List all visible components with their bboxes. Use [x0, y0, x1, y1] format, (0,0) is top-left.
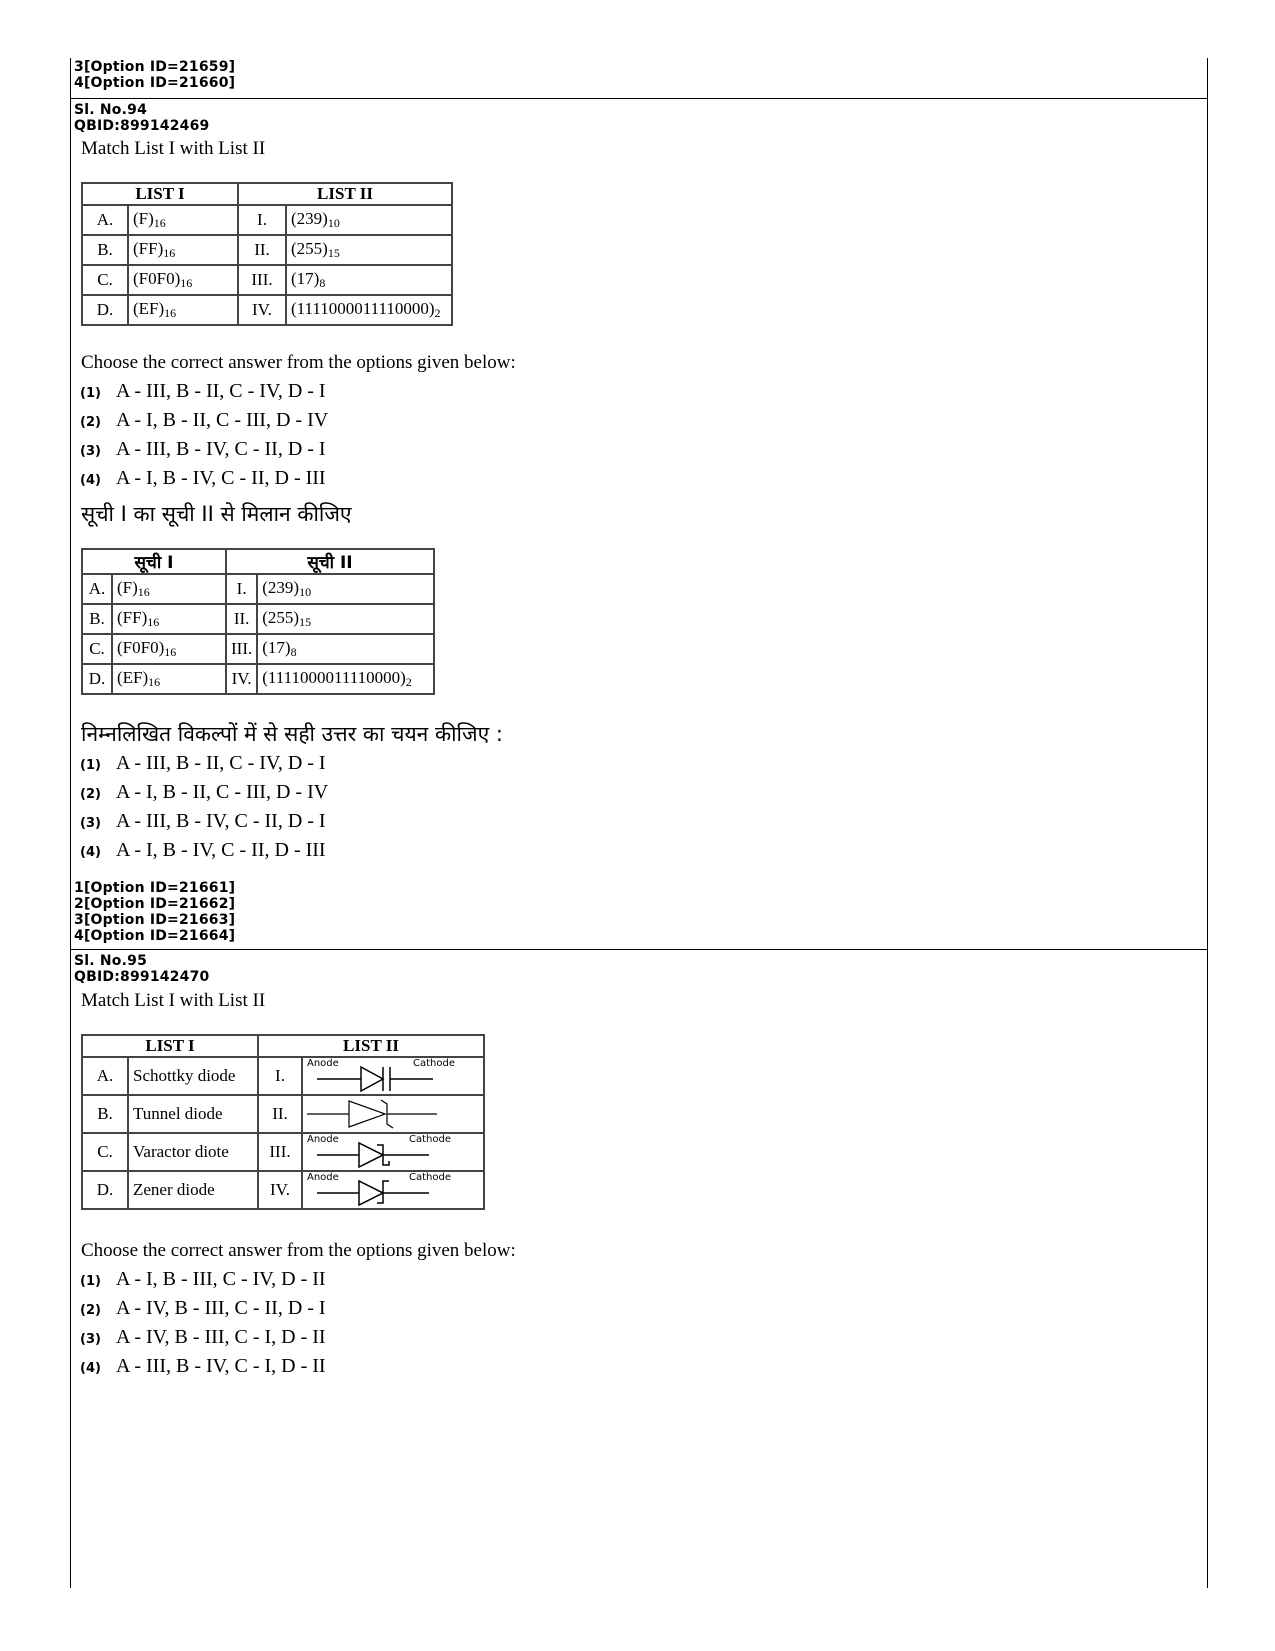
option[interactable]: (1) A - I, B - III, C - IV, D - II	[80, 1268, 326, 1290]
question-stem-en: Match List I with List II	[81, 138, 266, 159]
list2-value: $(255)_{15}$	[257, 604, 434, 634]
match-table-en	[81, 182, 453, 326]
divider	[70, 949, 1208, 950]
anode-label: Anode	[307, 1058, 339, 1069]
table-row	[82, 1095, 484, 1133]
row-numeral: II.	[238, 235, 286, 265]
table-row	[82, 1133, 484, 1171]
option[interactable]: (2) A - I, B - II, C - III, D - IV	[80, 781, 329, 803]
list1-value: $(FF)_{16}$	[112, 604, 226, 634]
list1-value: $(EF)_{16}$	[128, 295, 238, 325]
question-header	[74, 102, 209, 134]
question-stem-hi: सूची I का सूची II से मिलान कीजिए	[81, 502, 352, 526]
option[interactable]: (4) A - III, B - IV, C - I, D - II	[80, 1355, 326, 1377]
list1-value: Zener diode	[128, 1171, 258, 1209]
row-letter: D.	[82, 664, 112, 694]
diode-match-table	[81, 1034, 485, 1210]
table-row	[82, 664, 434, 694]
list1-header: LIST I	[82, 183, 238, 205]
table-row	[82, 604, 434, 634]
row-letter: C.	[82, 265, 128, 295]
top-option-ids	[74, 59, 235, 91]
row-numeral: IV.	[226, 664, 257, 694]
cathode-label: Cathode	[409, 1134, 451, 1145]
list1-value: Varactor diote	[128, 1133, 258, 1171]
option[interactable]: (2) A - I, B - II, C - III, D - IV	[80, 409, 329, 431]
row-letter: D.	[82, 295, 128, 325]
row-numeral: I.	[258, 1057, 302, 1095]
option[interactable]: (3) A - III, B - IV, C - II, D - I	[80, 438, 326, 460]
list1-header-hi: सूची I	[82, 549, 226, 574]
row-numeral: II.	[226, 604, 257, 634]
option-id-line: 3[Option ID=21663]	[74, 912, 236, 928]
option-id-line: 4[Option ID=21660]	[74, 75, 236, 91]
option[interactable]: (3) A - III, B - IV, C - II, D - I	[80, 810, 326, 832]
list2-symbol	[302, 1171, 484, 1209]
option-id-line: 4[Option ID=21664]	[74, 928, 236, 944]
list2-symbol	[302, 1133, 484, 1171]
option-id-list	[74, 880, 235, 944]
list2-value: $(255)_{15}$	[286, 235, 452, 265]
row-numeral: IV.	[238, 295, 286, 325]
option[interactable]: (1) A - III, B - II, C - IV, D - I	[80, 380, 326, 402]
row-numeral: I.	[226, 574, 257, 604]
choose-text-en: Choose the correct answer from the options given below:	[81, 1240, 516, 1261]
serial-number: Sl. No.94	[74, 102, 148, 118]
match-table-hi	[81, 548, 435, 695]
row-letter: A.	[82, 205, 128, 235]
list2-value: $(239)_{10}$	[257, 574, 434, 604]
divider	[70, 98, 1208, 99]
list1-value: Tunnel diode	[128, 1095, 258, 1133]
cathode-label: Cathode	[413, 1058, 455, 1069]
list1-value: $(F)_{16}$	[112, 574, 226, 604]
row-letter: B.	[82, 235, 128, 265]
serial-number: Sl. No.95	[74, 953, 148, 969]
list1-header: LIST I	[82, 1035, 258, 1057]
qbid: QBID:899142470	[74, 969, 210, 985]
row-letter: A.	[82, 574, 112, 604]
row-numeral: I.	[238, 205, 286, 235]
option-id-line: 3[Option ID=21659]	[74, 59, 236, 75]
list2-value: $(1111000011110000)_2$	[257, 664, 434, 694]
choose-text-hi: निम्नलिखित विकल्पों में से सही उत्तर का चयन कीजिए :	[81, 722, 503, 746]
list1-value: $(EF)_{16}$	[112, 664, 226, 694]
row-numeral: II.	[258, 1095, 302, 1133]
row-letter: C.	[82, 634, 112, 664]
schottky-diode-icon	[303, 1134, 483, 1170]
anode-label: Anode	[307, 1134, 339, 1145]
table-row	[82, 265, 452, 295]
zener-diode-icon	[303, 1172, 483, 1208]
list1-value: $(F0F0)_{16}$	[128, 265, 238, 295]
option[interactable]: (4) A - I, B - IV, C - II, D - III	[80, 839, 326, 861]
list2-value: $(17)_8$	[257, 634, 434, 664]
list1-value: $(F)_{16}$	[128, 205, 238, 235]
row-letter: C.	[82, 1133, 128, 1171]
table-row	[82, 205, 452, 235]
tunnel-diode-icon	[303, 1096, 483, 1132]
row-letter: A.	[82, 1057, 128, 1095]
option-id-line: 1[Option ID=21661]	[74, 880, 236, 896]
row-letter: D.	[82, 1171, 128, 1209]
cathode-label: Cathode	[409, 1172, 451, 1183]
list2-symbol	[302, 1057, 484, 1095]
table-row	[82, 295, 452, 325]
right-border	[1207, 58, 1208, 1588]
row-numeral: III.	[226, 634, 257, 664]
table-row	[82, 574, 434, 604]
qbid: QBID:899142469	[74, 118, 210, 134]
varactor-diode-icon	[303, 1058, 483, 1094]
table-row	[82, 634, 434, 664]
row-numeral: IV.	[258, 1171, 302, 1209]
row-numeral: III.	[258, 1133, 302, 1171]
list2-value: $(17)_8$	[286, 265, 452, 295]
row-letter: B.	[82, 1095, 128, 1133]
option[interactable]: (2) A - IV, B - III, C - II, D - I	[80, 1297, 326, 1319]
anode-label: Anode	[307, 1172, 339, 1183]
list2-header-hi: सूची II	[226, 549, 434, 574]
list1-value: $(F0F0)_{16}$	[112, 634, 226, 664]
row-numeral: III.	[238, 265, 286, 295]
list2-value: $(1111000011110000)_2$	[286, 295, 452, 325]
left-border	[70, 58, 71, 1588]
choose-text-en: Choose the correct answer from the options given below:	[81, 352, 516, 373]
question-stem-en: Match List I with List II	[81, 990, 266, 1011]
option[interactable]: (3) A - IV, B - III, C - I, D - II	[80, 1326, 326, 1348]
option-id-line: 2[Option ID=21662]	[74, 896, 236, 912]
list2-value: $(239)_{10}$	[286, 205, 452, 235]
list1-value: $(FF)_{16}$	[128, 235, 238, 265]
question-header	[74, 953, 209, 985]
table-row	[82, 1057, 484, 1095]
list2-symbol	[302, 1095, 484, 1133]
list1-value: Schottky diode	[128, 1057, 258, 1095]
list2-header: LIST II	[258, 1035, 484, 1057]
row-letter: B.	[82, 604, 112, 634]
option[interactable]: (4) A - I, B - IV, C - II, D - III	[80, 467, 326, 489]
list2-header: LIST II	[238, 183, 452, 205]
option[interactable]: (1) A - III, B - II, C - IV, D - I	[80, 752, 326, 774]
table-row	[82, 1171, 484, 1209]
table-row	[82, 235, 452, 265]
